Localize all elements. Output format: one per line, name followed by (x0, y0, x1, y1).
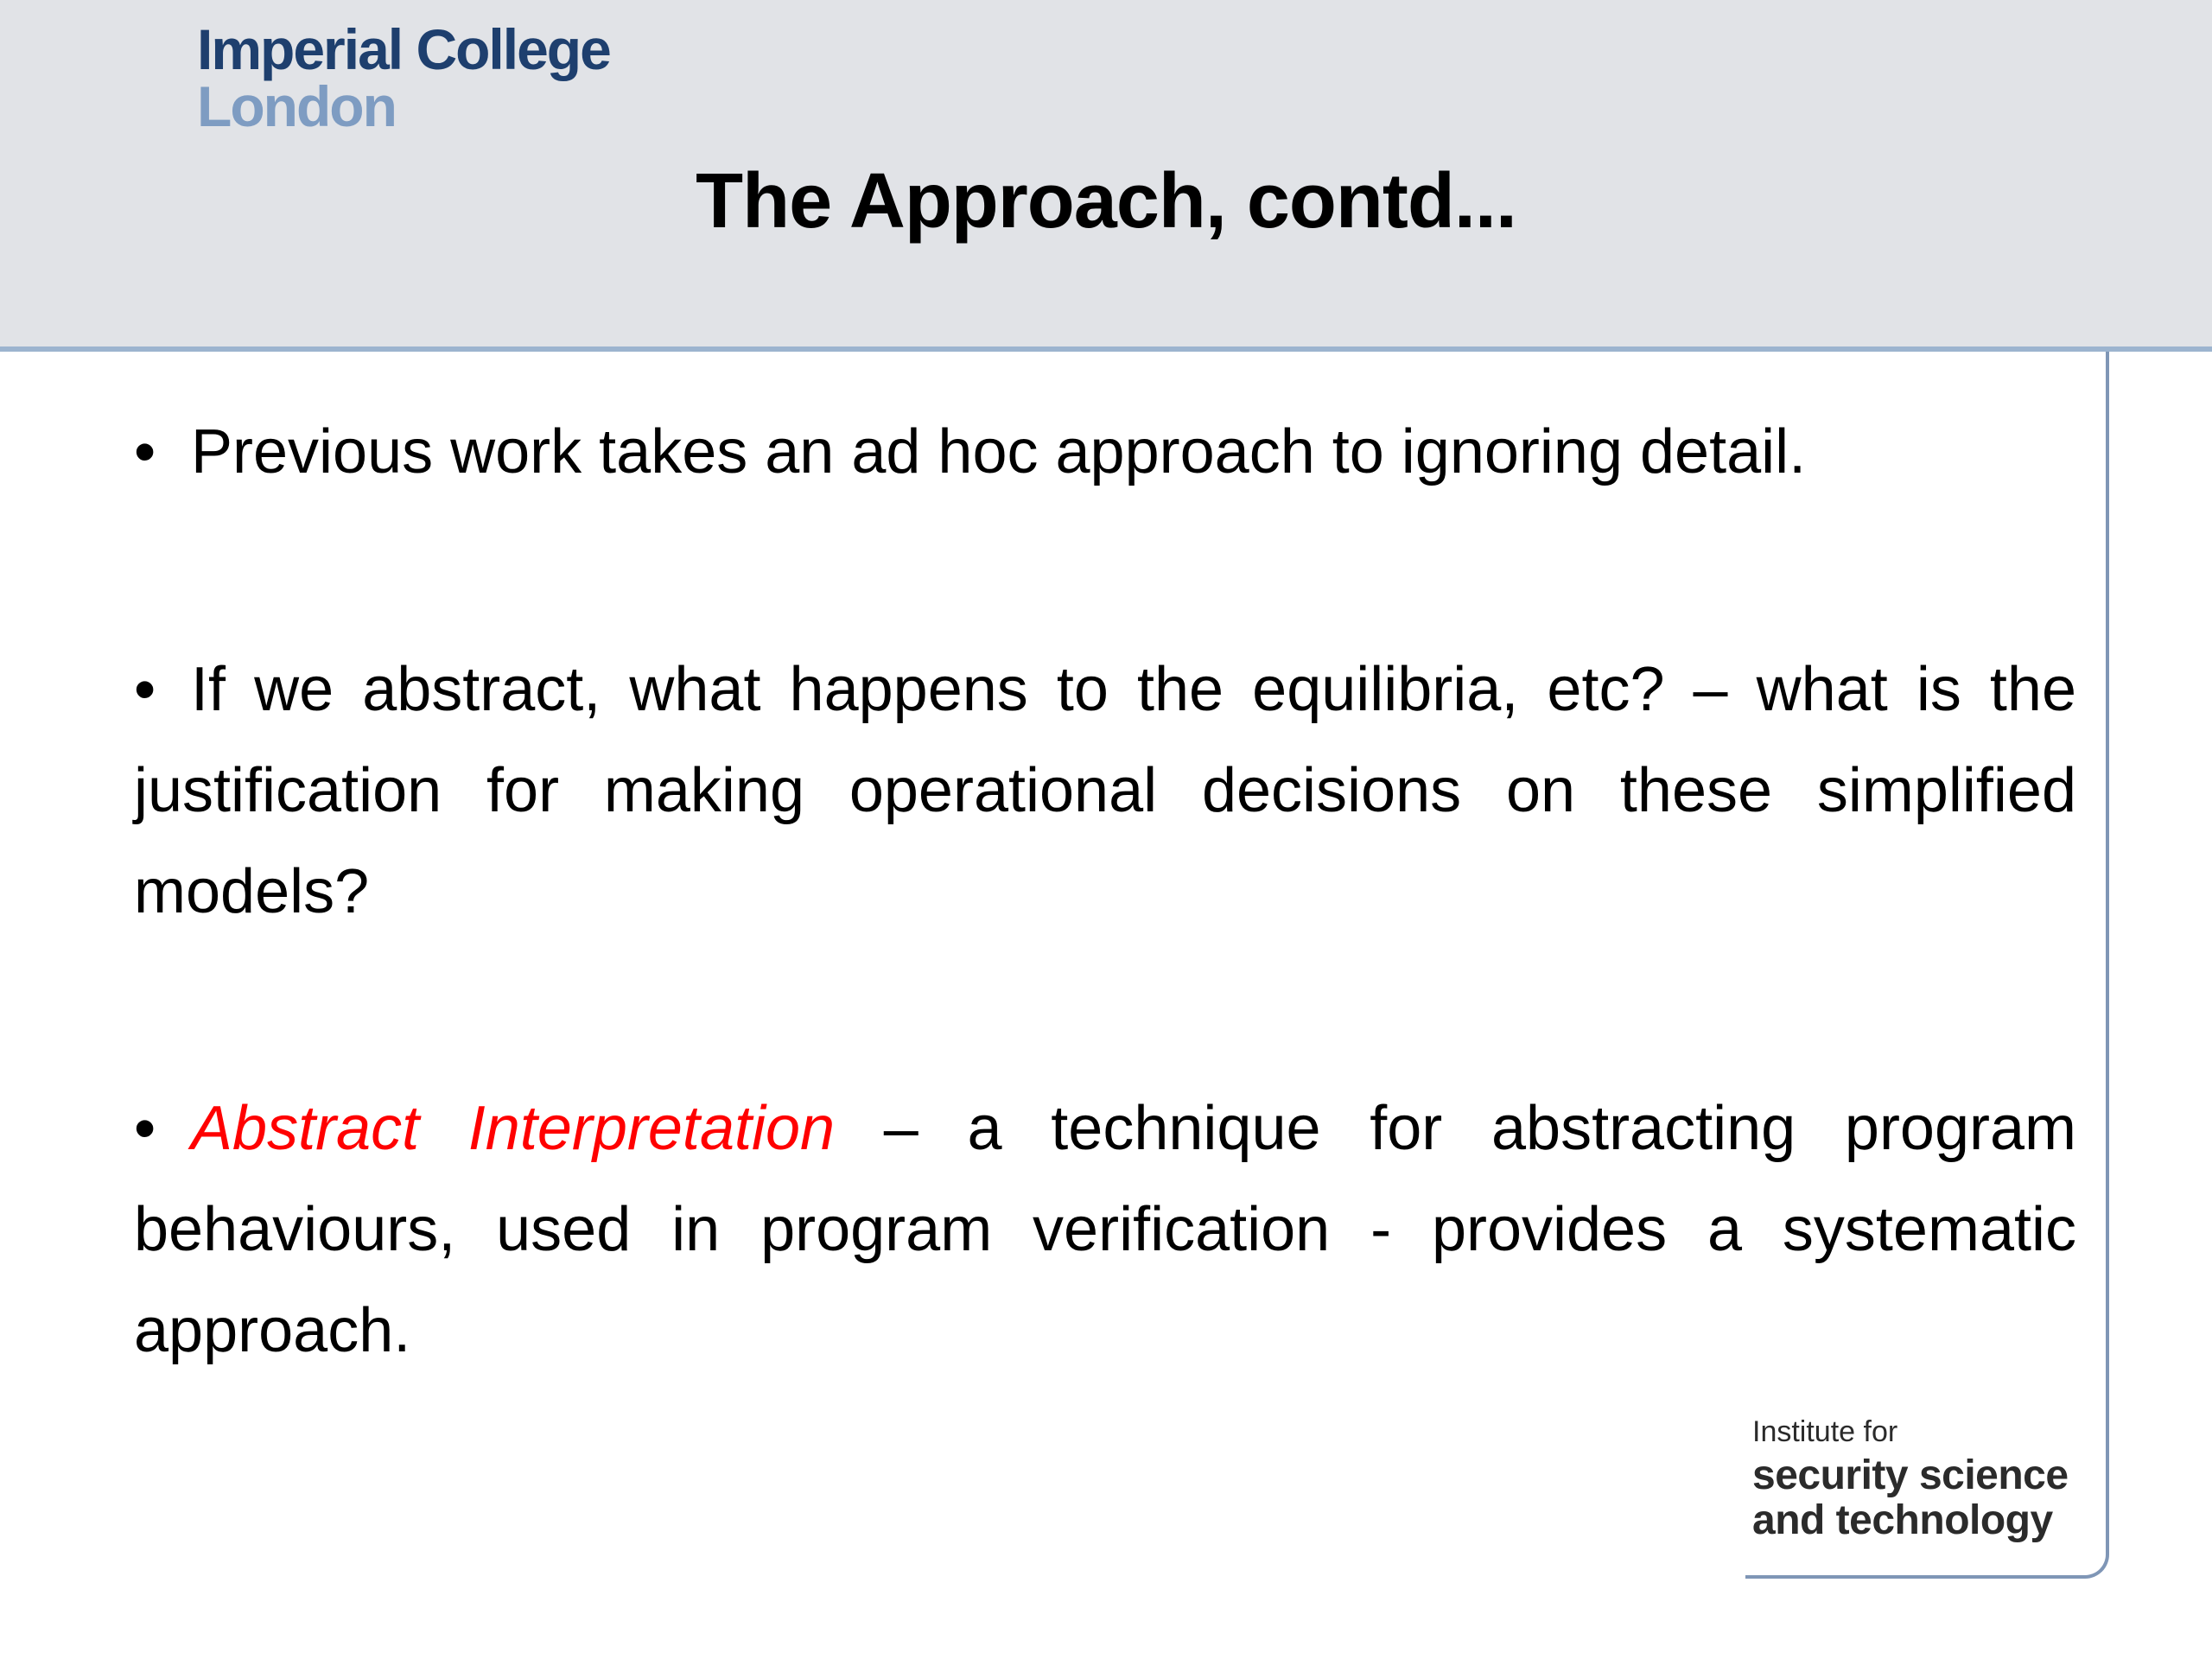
bullet-item-2 (134, 639, 2076, 943)
slide-title: The Approach, contd... (696, 158, 1516, 245)
bullet-item-1 (134, 402, 2076, 503)
bullet-text: If we abstract, what happens to the equilibria, etc? – what is the justification for making operational decisions on these simplified models? (134, 655, 2076, 926)
content-frame-border (0, 352, 2109, 1579)
bullet-marker: • (134, 655, 156, 724)
bullet-marker: • (134, 1094, 156, 1163)
bullet-item-3 (134, 1078, 2076, 1382)
bullet-marker: • (134, 417, 156, 486)
bullet-text: – a technique for abstracting program behaviours, used in program verification - provides a systematic approach. (134, 1094, 2076, 1365)
bullet-emphasis-text: Abstract Interpretation (191, 1094, 836, 1163)
logo-line-2: London (197, 74, 396, 138)
institute-logo-line-1: Institute for (1752, 1415, 1898, 1448)
institute-logo-line-3: and technology (1752, 1497, 2053, 1543)
logo-line-1: Imperial College (197, 17, 610, 81)
imperial-college-logo (197, 17, 610, 138)
institute-logo-line-2: security science (1752, 1452, 2069, 1498)
bullet-text: Previous work takes an ad hoc approach to ignoring detail. (191, 417, 1807, 486)
institute-logo (1752, 1417, 2069, 1543)
slide-header (0, 0, 2212, 352)
